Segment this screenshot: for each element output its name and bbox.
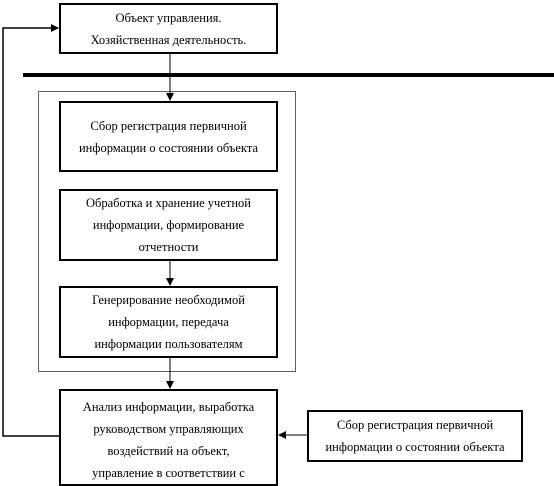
- side-box-line: информации о состоянии объекта: [325, 440, 505, 454]
- generate-box-line: информации пользователям: [94, 337, 243, 351]
- process-box-line: отчетности: [138, 240, 199, 254]
- analysis-box-line: управление в соответствии с: [92, 466, 245, 480]
- process-box-line: информации, формирование: [92, 218, 245, 232]
- collect-box-line: информации о состоянии объекта: [78, 140, 259, 155]
- process-box-line: Обработка и хранение учетной: [86, 196, 251, 210]
- object-box-line: Объект управления.: [115, 10, 222, 25]
- generate-box-line: информации, передача: [108, 315, 229, 329]
- object-box-line: Хозяйственная деятельность.: [90, 32, 247, 47]
- analysis-box-line: руководством управляющих: [93, 422, 244, 436]
- analysis-box-line: Анализ информации, выработка: [82, 400, 255, 414]
- generate-box-line: Генерирование необходимой: [92, 293, 245, 307]
- analysis-box-line: воздействий на объект,: [107, 444, 230, 458]
- side-box-line: Сбор регистрация первичной: [336, 418, 494, 432]
- feedback-line: [3, 28, 59, 436]
- collect-box-line: Сбор регистрация первичной: [90, 118, 247, 133]
